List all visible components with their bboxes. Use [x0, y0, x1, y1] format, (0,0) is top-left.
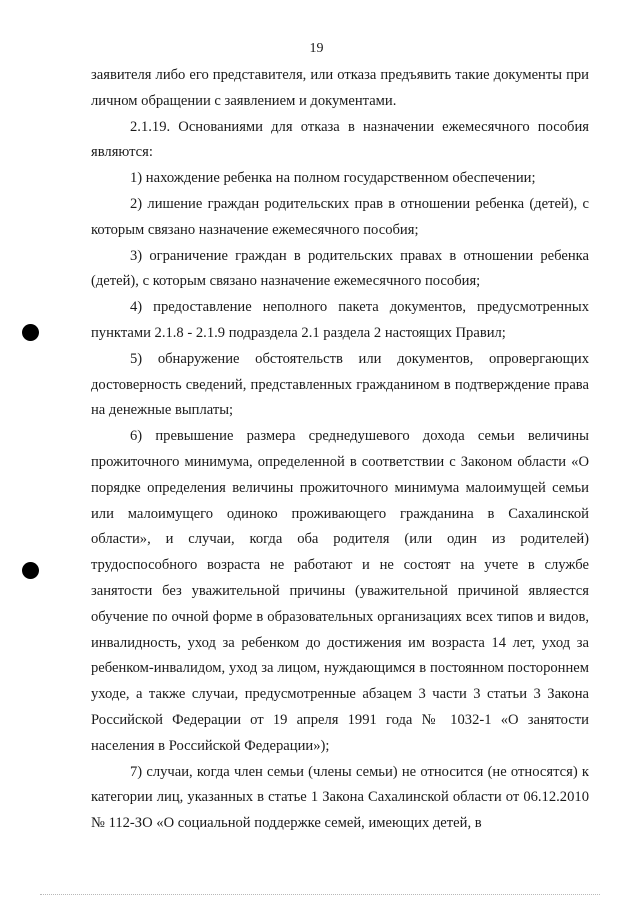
- punch-hole-bottom: [22, 562, 39, 579]
- list-item: 3) ограничение граждан в родительских правах в отношении ребенка (детей), с которым связано назначение ежемесячного пособия;: [91, 247, 589, 290]
- list-item: 2) лишение граждан родительских прав в отношении ребенка (детей), с которым связано назначение ежемесячного пособия;: [91, 195, 589, 238]
- paragraph: 2.1.19. Основаниями для отказа в назначении ежемесячного пособия являются:: [91, 118, 589, 161]
- punch-hole-top: [22, 324, 39, 341]
- list-item: 7) случаи, когда член семьи (члены семьи) не относится (не относятся) к категории лиц, указанных в статье 1 Закона Сахалинской области от 06.12.2010 № 112-ЗО «О социальной поддержке семей, имеющих детей, в: [91, 763, 589, 832]
- page-number: 19: [309, 41, 324, 56]
- paragraph: заявителя либо его представителя, или отказа предъявить такие документы при личном обращении с заявлением и документами.: [91, 67, 589, 109]
- scan-edge-divider: [40, 894, 600, 895]
- body-text: [91, 63, 589, 837]
- list-item: 6) превышение размера среднедушевого дохода семьи величины прожиточного минимума, определенной в соответствии с Законом области «О порядке определения величины прожиточного минимума малоимущей семьи или малоимущего одиноко проживающего гражданина в Сахалинской области», и случаи, когда оба родителя (или один из родителей) трудоспособного возраста не работают и не состоят на учете в службе занятости без уважительной причины (уважительной причиной являестся обучение по очной форме в образовательных организациях всех типов и видов, инвалидность, уход за ребенком до достижения им возраста 14 лет, уход за ребенком-инвалидом, уход за лицом, нуждающимся в постоянном постороннем уходе, а также случаи, предусмотренные абзацем 3 части 3 статьи 3 Закона Российской Федерации от 19 апреля 1991 года № 1032-1 «О занятости населения в Российской Федерации»);: [91, 428, 589, 754]
- list-item: 4) предоставление неполного пакета документов, предусмотренных пунктами 2.1.8 - 2.1.9 подраздела 2.1 раздела 2 настоящих Правил;: [91, 299, 589, 341]
- list-item: 5) обнаружение обстоятельств или документов, опровергающих достоверность сведений, представленных гражданином в подтверждение права на денежные выплаты;: [91, 350, 589, 419]
- list-item: 1) нахождение ребенка на полном государственном обеспечении;: [130, 170, 536, 187]
